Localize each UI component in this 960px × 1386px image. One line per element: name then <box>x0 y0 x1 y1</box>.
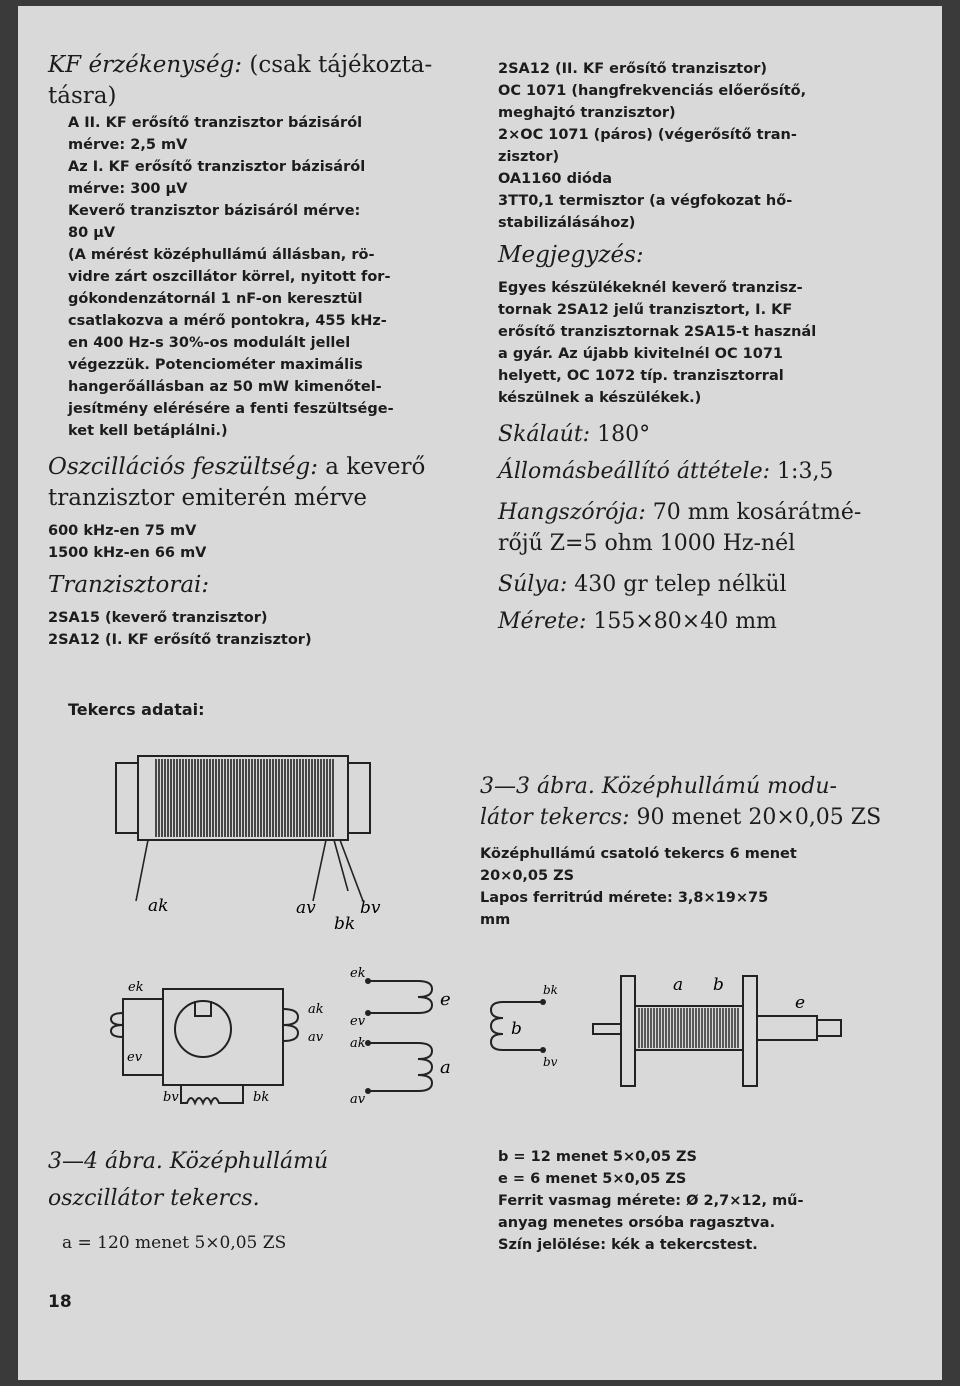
label-bv: bv <box>163 1090 179 1105</box>
transistors-body <box>48 607 478 651</box>
osc-title: Oszcillációs feszültség: <box>48 454 318 480</box>
fig35-line: anyag menetes orsóba ragasztva. <box>498 1215 776 1231</box>
label-ak: ak <box>308 1002 324 1017</box>
scale-value: 180° <box>597 422 651 447</box>
size-label: Mérete: <box>498 609 587 634</box>
osc-line: 600 kHz-en 75 mV <box>48 523 197 539</box>
fig33-caption-line1: 3—3 ábra. Középhullámú modu- <box>480 774 837 799</box>
kf-line: (A mérést középhullámú állásban, rö- <box>68 247 375 263</box>
fig33-caption-value: 90 menet 20×0,05 ZS <box>636 805 882 830</box>
fig34-caption-line1: 3—4 ábra. Középhullámú <box>48 1149 329 1174</box>
winding-symbols <box>368 981 432 1091</box>
figure-3-4-oscillator-coil <box>103 961 353 1111</box>
kf-line: mérve: 2,5 mV <box>68 137 188 153</box>
osc-title-tail2: tranzisztor emiterén mérve <box>48 485 367 511</box>
kf-line: gókondenzátornál 1 nF-on keresztül <box>68 291 363 307</box>
kf-line: ket kell betáplálni.) <box>68 423 228 439</box>
osc-heading <box>48 452 478 483</box>
transistor-line: 2×OC 1071 (páros) (végerősítő tran- <box>498 127 797 143</box>
tuning-value: 1:3,5 <box>777 459 834 484</box>
kf-line: csatlakozva a mérő pontokra, 455 kHz- <box>68 313 387 329</box>
label-ek: ek <box>128 980 144 995</box>
weight-label: Súlya: <box>498 572 568 597</box>
fig33-caption-line2: látor tekercs: <box>480 805 630 830</box>
scale-row <box>498 419 908 450</box>
kf-sensitivity-title-tail2: tásra) <box>48 83 117 109</box>
label-e: e <box>795 993 806 1013</box>
speaker-label: Hangszórója: <box>498 500 646 525</box>
tuning-row <box>498 456 908 487</box>
label-ek: ek <box>350 966 366 981</box>
weight-row <box>498 569 908 600</box>
transistor-line: stabilizálásához) <box>498 215 636 231</box>
label-ak: ak <box>350 1036 366 1051</box>
speaker-value: 70 mm kosárátmé- <box>652 500 862 525</box>
label-a: a <box>673 975 684 995</box>
kf-sensitivity-heading <box>48 50 478 81</box>
osc-line: 1500 kHz-en 66 mV <box>48 545 207 561</box>
transistor-line: 2SA12 (II. KF erősítő tranzisztor) <box>498 61 767 77</box>
right-column <box>498 58 908 637</box>
label-b: b <box>713 975 724 995</box>
label-bv: bv <box>543 1055 558 1069</box>
transistor-line: OA1160 dióda <box>498 171 613 187</box>
label-b: b <box>511 1019 522 1039</box>
label-bk: bk <box>334 914 356 934</box>
figure-3-5-data <box>498 1146 908 1256</box>
fig35-line: b = 12 menet 5×0,05 ZS <box>498 1149 697 1165</box>
speaker-value2: rőjű Z=5 ohm 1000 Hz-nél <box>498 531 796 556</box>
fig35-line: e = 6 menet 5×0,05 ZS <box>498 1171 687 1187</box>
figure-3-5-drawing <box>473 966 893 1106</box>
figure-3-3-antenna-coil <box>108 751 381 941</box>
label-bv: bv <box>360 898 381 918</box>
left-column <box>48 50 478 651</box>
fig33-line: Középhullámú csatoló tekercs 6 menet <box>480 846 797 862</box>
note-body <box>498 277 908 409</box>
osc-title-tail: a keverő <box>325 454 426 480</box>
kf-line: mérve: 300 µV <box>68 181 188 197</box>
transistor-line: OC 1071 (hangfrekvenciás előerősítő, <box>498 83 807 99</box>
label-e: e <box>440 989 451 1010</box>
fig33-line: mm <box>480 912 511 928</box>
label-a: a <box>440 1057 451 1078</box>
document-page <box>18 6 942 1380</box>
size-row <box>498 606 908 637</box>
label-av: av <box>296 898 316 918</box>
scale-label: Skálaút: <box>498 422 591 447</box>
transistor-line: 2SA12 (I. KF erősítő tranzisztor) <box>48 632 312 648</box>
kf-line: vidre zárt oszcillátor körrel, nyitott for- <box>68 269 391 285</box>
figure-3-4-schematic <box>348 961 473 1106</box>
page-number: 18 <box>48 1292 72 1312</box>
size-value: 155×80×40 mm <box>593 609 777 634</box>
figure-3-4-caption <box>48 1146 468 1259</box>
bobbin-hatching <box>639 1008 738 1048</box>
kf-line: 80 µV <box>68 225 116 241</box>
coil-leads <box>136 840 363 901</box>
tuning-label: Állomásbeállító áttétele: <box>498 459 771 484</box>
transistor-line: zisztor) <box>498 149 560 165</box>
kf-line: jesítmény elérésére a fenti feszültsége- <box>68 401 394 417</box>
label-bk: bk <box>253 1090 270 1105</box>
label-ak: ak <box>148 896 169 916</box>
label-av: av <box>350 1092 366 1107</box>
fig33-details <box>480 843 900 931</box>
note-line: Egyes készülékeknél keverő tranzisz- <box>498 280 803 296</box>
kf-line: A II. KF erősítő tranzisztor bázisáról <box>68 115 363 131</box>
kf-sensitivity-body <box>68 112 478 442</box>
fig34-caption-line2: oszcillátor tekercs. <box>48 1186 260 1211</box>
fig34-a-line: a = 120 menet 5×0,05 ZS <box>62 1233 287 1253</box>
fig33-line: 20×0,05 ZS <box>480 868 575 884</box>
figure-3-3-caption <box>480 771 900 931</box>
note-line: a gyár. Az újabb kivitelnél OC 1071 <box>498 346 784 362</box>
note-line: helyett, OC 1072 típ. tranzisztorral <box>498 368 784 384</box>
transistor-line: meghajtó tranzisztor) <box>498 105 676 121</box>
coil-base-drawing <box>111 989 298 1103</box>
label-bk: bk <box>543 983 558 997</box>
osc-body <box>48 520 478 564</box>
fig33-line: Lapos ferritrúd mérete: 3,8×19×75 <box>480 890 769 906</box>
kf-sensitivity-title: KF érzékenység: <box>48 52 243 78</box>
kf-line: en 400 Hz-s 30%-os modulált jellel <box>68 335 351 351</box>
kf-line: Keverő tranzisztor bázisáról mérve: <box>68 203 361 219</box>
transistor-line: 2SA15 (keverő tranzisztor) <box>48 610 268 626</box>
kf-line: hangerőállásban az 50 mW kimenőtel- <box>68 379 382 395</box>
speaker-row <box>498 497 908 528</box>
coil-data-heading: Tekercs adatai: <box>68 700 205 719</box>
kf-sensitivity-title-tail: (csak tájékozta- <box>249 52 433 78</box>
note-line: tornak 2SA12 jelű tranzisztort, I. KF <box>498 302 793 318</box>
note-heading: Megjegyzés: <box>498 242 644 268</box>
right-transistors-body <box>498 58 908 234</box>
fig35-line: Szín jelölése: kék a tekercstest. <box>498 1237 758 1253</box>
winding-hatching <box>156 759 333 837</box>
label-ev: ev <box>350 1014 366 1029</box>
weight-value: 430 gr telep nélkül <box>574 572 787 597</box>
note-line: készülnek a készülékek.) <box>498 390 702 406</box>
kf-line: végezzük. Potenciométer maximális <box>68 357 363 373</box>
fig35-line: Ferrit vasmag mérete: Ø 2,7×12, mű- <box>498 1193 804 1209</box>
label-av: av <box>308 1030 324 1045</box>
transistors-heading: Tranzisztorai: <box>48 572 210 598</box>
kf-line: Az I. KF erősítő tranzisztor bázisáról <box>68 159 366 175</box>
terminal-dots <box>365 978 371 1094</box>
transistor-line: 3TT0,1 termisztor (a végfokozat hő- <box>498 193 793 209</box>
label-ev: ev <box>127 1050 143 1065</box>
note-line: erősítő tranzisztornak 2SA15-t használ <box>498 324 817 340</box>
